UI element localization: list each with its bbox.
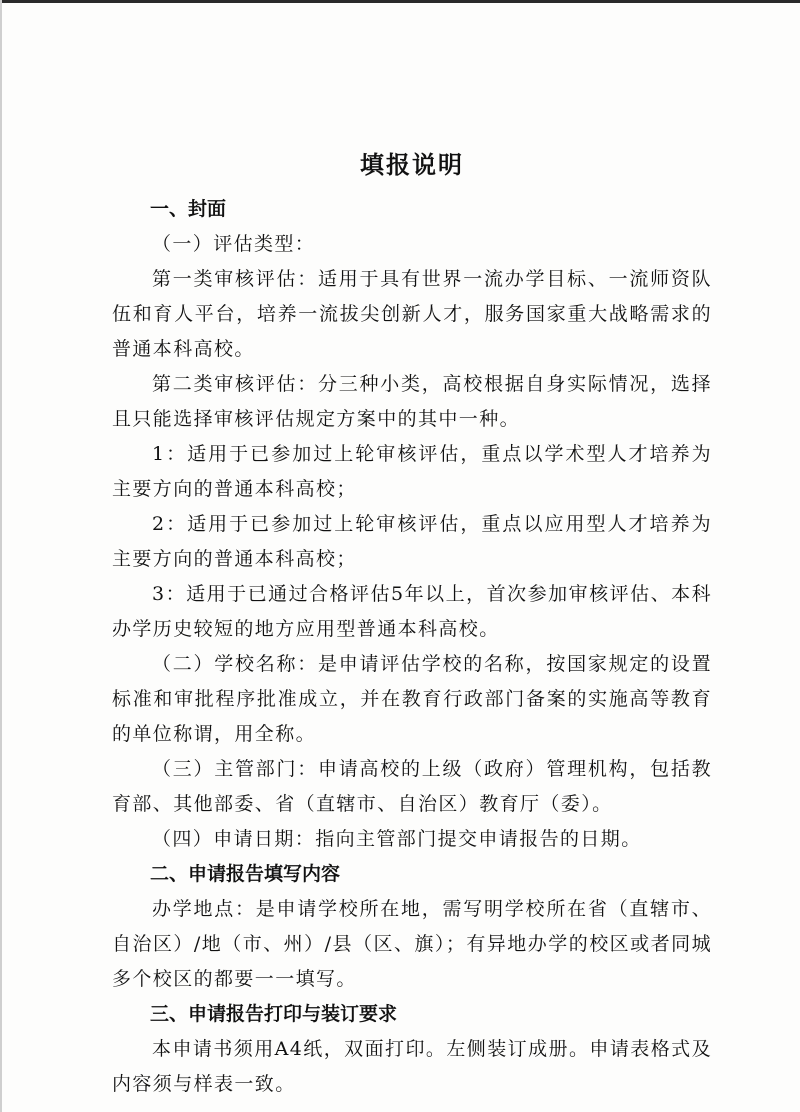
paragraph-authority: （三）主管部门：申请高校的上级（政府）管理机构，包括教育部、其他部委、省（直辖市、自治区）教育厅（委）。	[112, 758, 712, 815]
scan-edge-top	[0, 0, 800, 3]
scan-edge-left	[0, 0, 2, 1112]
paragraph-application-date: （四）申请日期：指向主管部门提交申请报告的日期。	[152, 828, 642, 850]
paragraph-type-two: 第二类审核评估：分三种小类，高校根据自身实际情况，选择且只能选择审核评估规定方案中的其中一种。	[112, 373, 712, 430]
paragraph-type-one: 第一类审核评估：适用于具有世界一流办学目标、一流师资队伍和育人平台，培养一流拔尖创新人才，服务国家重大战略需求的普通本科高校。	[112, 268, 712, 360]
paragraph-subtype-3: 3：适用于已通过合格评估5年以上，首次参加审核评估、本科办学历史较短的地方应用型普通本科高校。	[112, 583, 712, 640]
section-heading-cover: 一、封面	[150, 198, 227, 220]
document-title: 填报说明	[360, 151, 464, 179]
paragraph-school-name: （二）学校名称：是申请评估学校的名称，按国家规定的设置标准和审批程序批准成立，并在教育行政部门备案的实施高等教育的单位称谓，用全称。	[112, 653, 712, 745]
paragraph-subtype-1: 1：适用于已参加过上轮审核评估，重点以学术型人才培养为主要方向的普通本科高校；	[112, 443, 712, 500]
subsection-evaluation-type: （一）评估类型：	[152, 233, 316, 255]
paragraph-printing: 本申请书须用A4纸，双面打印。左侧装订成册。申请表格式及内容须与样表一致。	[112, 1038, 712, 1095]
section-heading-printing: 三、申请报告打印与装订要求	[150, 1003, 398, 1025]
paragraph-subtype-2: 2：适用于已参加过上轮审核评估，重点以应用型人才培养为主要方向的普通本科高校；	[112, 513, 712, 570]
paragraph-location: 办学地点：是申请学校所在地，需写明学校所在省（直辖市、自治区）/地（市、州）/县（区、旗）；有异地办学的校区或者同城多个校区的都要一一填写。	[112, 898, 712, 990]
document-body	[112, 148, 712, 1102]
section-heading-report-content: 二、申请报告填写内容	[150, 863, 341, 885]
